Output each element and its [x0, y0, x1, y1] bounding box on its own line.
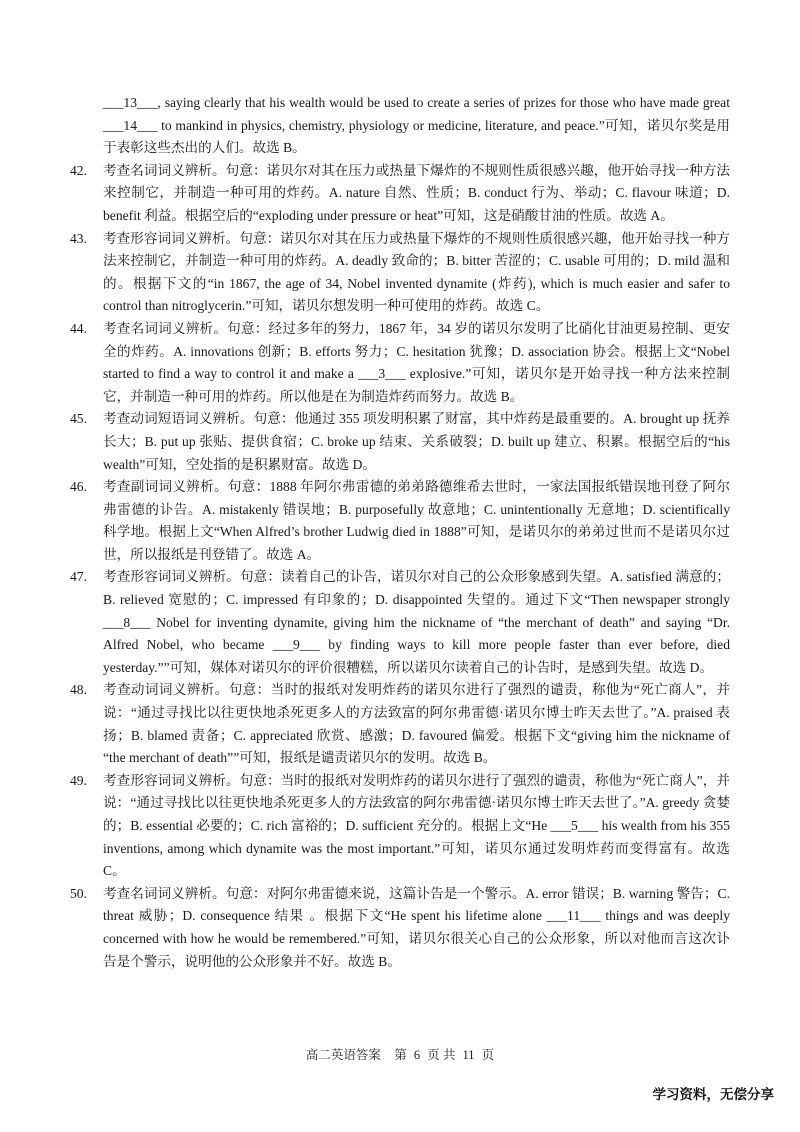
answer-explanation: 考查形容词词义辨析。句意：诺贝尔对其在压力或热量下爆炸的不规则性质很感兴趣，他开始寻找一种方法来控制它，并制造一种可用的炸药。A. deadly 致命的；B. bitter 苦涩的；C. usable 可用的；D. mild 温和的。根据下文的“in 1867, the age of 34, Nobel invented dynamite (炸药), which is much easier and safer to control than nitroglycerin.”可知，诺贝尔想发明一种可使用的炸药。故选 C。	[103, 230, 730, 314]
answer-number: 42.	[70, 162, 87, 178]
answer-number: 44.	[70, 320, 87, 336]
answer-explanation: 考查形容词词义辨析。句意：当时的报纸对发明炸药的诺贝尔进行了强烈的谴责，称他为“死亡商人”，并说：“通过寻找比以往更快地杀死更多人的方法致富的阿尔弗雷德·诺贝尔博士昨天去世了。”A. greedy 贪婪的；B. essential 必要的；C. rich 富裕的；D. sufficient 充分的。根据上文“He ___5___ his wealth from his 355 inventions, among which dynamite was the most important.”可知，诺贝尔通过发明炸药而变得富有。故选 C。	[103, 772, 730, 879]
answer-item	[70, 566, 730, 679]
answer-explanation: 考查副词词义辨析。句意：1888 年阿尔弗雷德的弟弟路德维希去世时，一家法国报纸错误地刊登了阿尔弗雷德的讣告。A. mistakenly 错误地；B. purposefully 故意地；C. unintentionally 无意地；D. scientifically 科学地。根据上文“When Alfred’s brother Ludwig died in 1888”可知，是诺贝尔的弟弟过世而不是诺贝尔过世，所以报纸是刊登错了。故选 A。	[103, 479, 730, 562]
answer-item	[70, 408, 730, 476]
answer-number: 47.	[70, 569, 87, 585]
footer-page-prefix: 第	[394, 1048, 407, 1062]
footer-page-number: 6	[413, 1048, 421, 1062]
share-note: 学习资料，无偿分享	[652, 1087, 774, 1103]
page-footer	[0, 1045, 800, 1063]
answer-number: 49.	[70, 772, 87, 788]
answer-explanation: 考查动词词义辨析。句意：当时的报纸对发明炸药的诺贝尔进行了强烈的谴责，称他为“死亡商人”，并说：“通过寻找比以往更快地杀死更多人的方法致富的阿尔弗雷德·诺贝尔博士昨天去世了。”A. praised 表扬；B. blamed 责备；C. appreciated 欣赏、感激；D. favoured 偏爱。根据下文“giving him the nickname of “the merchant of death””可知，报纸是谴责诺贝尔的发明。故选 B。	[103, 682, 730, 766]
answer-content	[70, 92, 730, 973]
answer-list	[70, 160, 730, 973]
answer-item	[70, 228, 730, 318]
answer-number: 50.	[70, 885, 87, 901]
answer-number: 45.	[70, 411, 87, 427]
answer-explanation: 考查名词词义辨析。句意：对阿尔弗雷德来说，这篇讣告是一个警示。A. error 错误；B. warning 警告；C. threat 威胁；D. consequence 结果 。根据下文“He spent his lifetime alone ___11___ things and was deeply concerned with how he would be remembered.”可知，诺贝尔很关心自己的公众形象，所以对他而言这次讣告是个警示，说明他的公众形象并不好。故选 B。	[103, 885, 730, 969]
footer-total-pages: 11	[462, 1048, 475, 1062]
answer-item	[70, 770, 730, 883]
answer-number: 46.	[70, 479, 87, 495]
answer-explanation: 考查名词词义辨析。句意：诺贝尔对其在压力或热量下爆炸的不规则性质很感兴趣，他开始寻找一种方法来控制它，并制造一种可用的炸药。A. nature 自然、性质；B. conduct 行为、举动；C. flavour 味道；D. benefit 利益。根据空后的“exploding under pressure or heat”可知，这是硝酸甘油的性质。故选 A。	[103, 162, 730, 223]
answer-item	[70, 679, 730, 769]
answer-item	[70, 476, 730, 566]
answer-item	[70, 318, 730, 408]
answer-explanation: 考查名词词义辨析。句意：经过多年的努力，1867 年，34 岁的诺贝尔发明了比硝化甘油更易控制、更安全的炸药。A. innovations 创新；B. efforts 努力；C. hesitation 犹豫；D. association 协会。根据上文“Nobel started to find a way to control it and make a ___3___ explosive.”可知，诺贝尔是开始寻找一种方法来控制它，并制造一种可用的炸药。所以他是在为制造炸药而努力。故选 B。	[103, 320, 730, 404]
answer-item	[70, 883, 730, 973]
answer-number: 48.	[70, 682, 87, 698]
footer-course: 高二英语答案	[305, 1048, 381, 1062]
answer-explanation: 考查动词短语词义辨析。句意：他通过 355 项发明积累了财富，其中炸药是最重要的。A. brought up 抚养长大；B. put up 张贴、提供食宿；C. broke up 结束、关系破裂；D. built up 建立、积累。根据空后的“his wealth”可知，空处指的是积累财富。故选 D。	[103, 411, 730, 472]
intro-paragraph: ___13___, saying clearly that his wealth would be used to create a series of prizes for those who have made great ___14___ to mankind in physics, chemistry, physiology or medicine, literature, and peace.”可知，诺贝尔奖是用于表彰这些杰出的人们。故选 B。	[103, 95, 730, 156]
answer-number: 43.	[70, 230, 87, 246]
answer-explanation: 考查形容词词义辨析。句意：读着自己的讣告，诺贝尔对自己的公众形象感到失望。A. satisfied 满意的；B. relieved 宽慰的；C. impressed 有印象的；D. disappointed 失望的。通过下文“Then newspaper strongly ___8___ Nobel for inventing dynamite, giving him the nickname of “the merchant of death” and saying “Dr. Alfred Nobel, who became ___9___ by finding ways to kill more people faster than ever before, died yesterday.””可知，媒体对诺贝尔的评价很糟糕，所以诺贝尔读着自己的讣告时，是感到失望。故选 D。	[103, 569, 730, 675]
footer-page-mid: 页 共	[427, 1048, 456, 1062]
answer-item	[70, 160, 730, 228]
footer-page-suffix: 页	[481, 1048, 495, 1062]
